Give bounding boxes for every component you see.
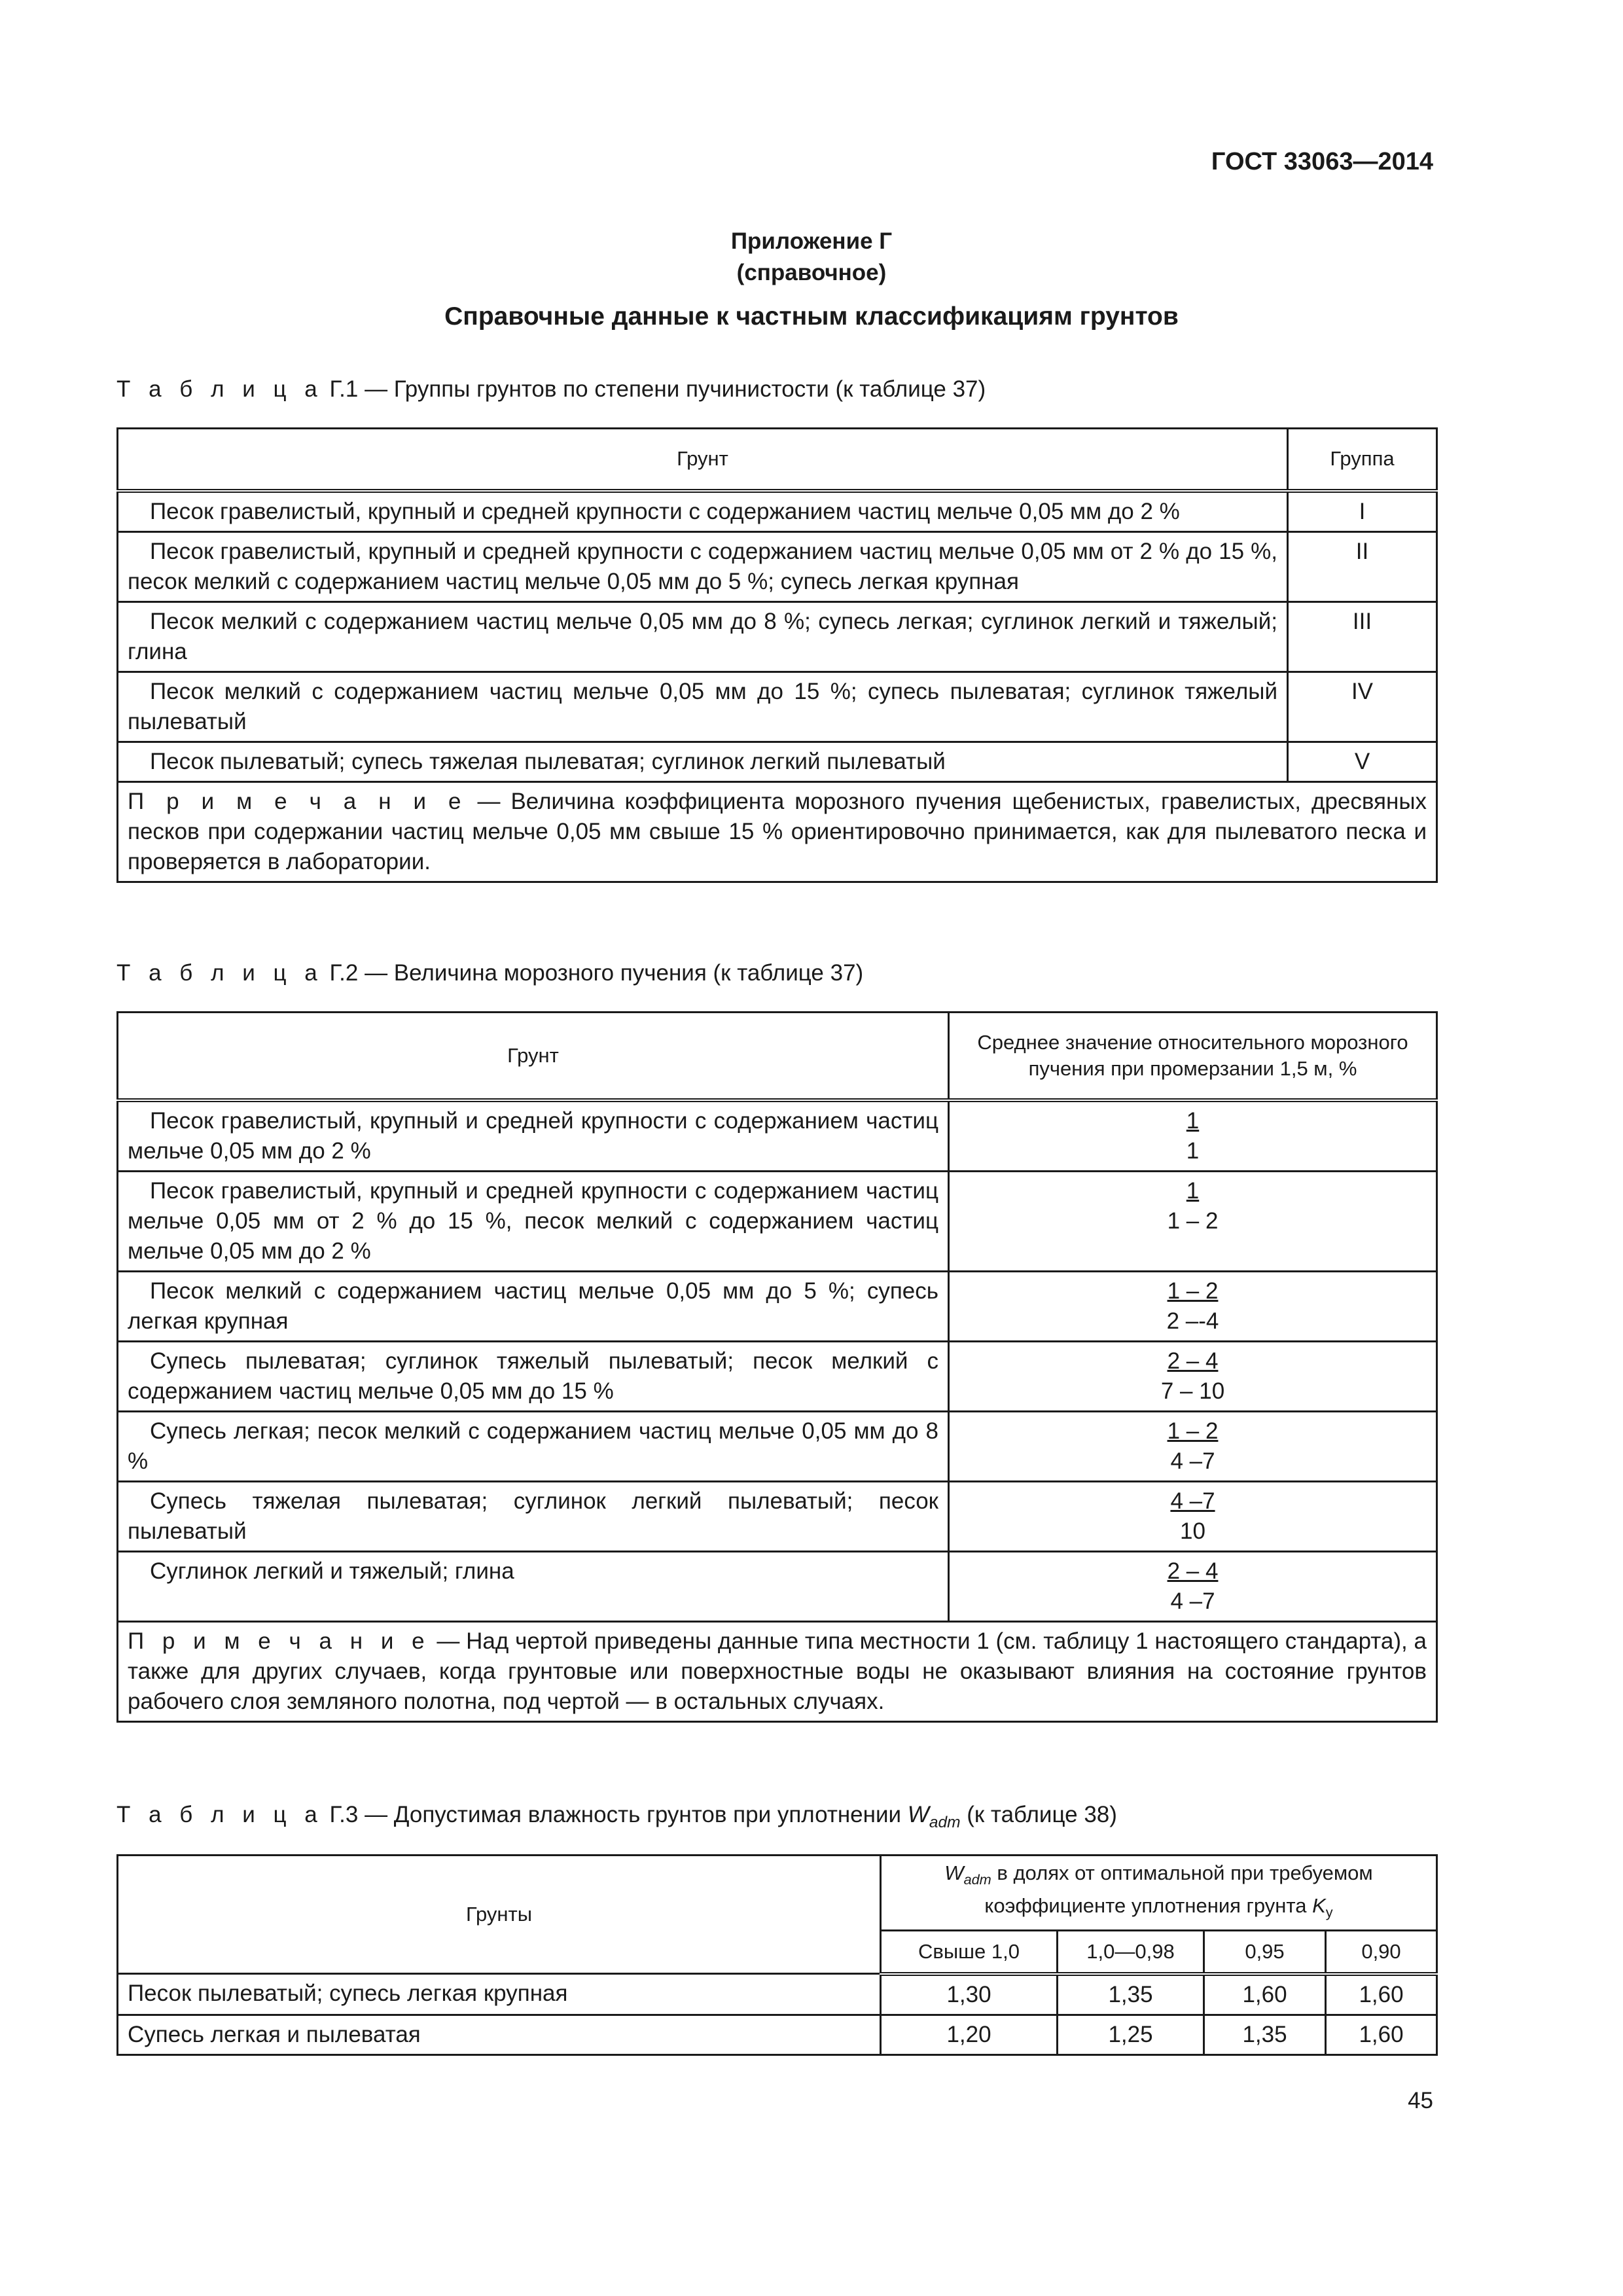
table2-note — [118, 1621, 1437, 1721]
table3-col: 0,90 — [1326, 1931, 1437, 1974]
value-above-line: 1 – 2 — [1167, 1418, 1219, 1444]
table1-soil: Песок пылеватый; супесь тяжелая пылеватая; суглинок легкий пылеватый — [118, 742, 1288, 781]
table3-soil: Супесь легкая и пылеватая — [118, 2015, 881, 2054]
table-row — [118, 531, 1437, 601]
table2-note-text: — Над чертой приведены данные типа местности 1 (см. таблицу 1 настоящего стандарта), а также для других случаев, когда грунтовые или поверхностные воды не оказывают влияния на состояние грунтов рабочего слоя земляного полотна, под чертой — в остальных случаях. — [128, 1628, 1427, 1714]
table3-value: 1,60 — [1326, 2015, 1437, 2054]
table1-caption — [116, 376, 986, 403]
value-above-line: 2 – 4 — [1167, 1348, 1219, 1374]
table3-header-group — [881, 1856, 1437, 1931]
table3 — [116, 1854, 1438, 2056]
appendix-type: (справочное) — [736, 260, 887, 285]
table-row — [118, 672, 1437, 742]
table3-value: 1,20 — [881, 2015, 1058, 2054]
table2-value — [949, 1551, 1437, 1621]
value-above-line: 1 — [1186, 1177, 1200, 1204]
table2-value — [949, 1341, 1437, 1411]
table3-group-var: W — [944, 1861, 964, 1884]
table2-value — [949, 1171, 1437, 1271]
table-row — [118, 491, 1437, 532]
page-number: 45 — [1408, 2088, 1433, 2113]
table3-value: 1,60 — [1326, 1974, 1437, 2015]
value-above-line: 4 –7 — [1170, 1488, 1215, 1514]
table-row — [118, 1271, 1437, 1341]
value-below-line: 4 –7 — [1170, 1588, 1215, 1614]
table3-group-text: в долях от оптимальной при требуемом коэффициенте уплотнения грунта — [984, 1861, 1373, 1918]
table1-group: II — [1288, 531, 1437, 601]
table2-note-row — [118, 1621, 1437, 1721]
value-below-line: 10 — [1180, 1518, 1205, 1544]
appendix-label: Приложение Г — [730, 228, 893, 254]
table2-header-value: Среднее значение относительного морозного пучения при промерзании 1,5 м, % — [949, 1013, 1437, 1100]
table3-group-var2: K — [1312, 1894, 1326, 1918]
table1-note — [118, 781, 1437, 882]
table3-caption-var: W — [907, 1802, 929, 1827]
table3-value: 1,35 — [1204, 2015, 1326, 2054]
table2-value — [949, 1411, 1437, 1481]
table3-col: 0,95 — [1204, 1931, 1326, 1974]
document-code: ГОСТ 33063—2014 — [1211, 148, 1433, 175]
table2-caption-text: Г.2 — Величина морозного пучения (к таблице 37) — [329, 960, 864, 986]
table3-caption — [116, 1802, 1117, 1832]
table2-soil: Песок гравелистый, крупный и средней крупности с содержанием частиц мельче 0,05 мм до 2 % — [118, 1100, 949, 1172]
table2-caption — [116, 960, 863, 986]
table1-soil: Песок гравелистый, крупный и средней крупности с содержанием частиц мельче 0,05 мм от 2 % до 15 %, песок мелкий с содержанием частиц мельче 0,05 мм до 5 %; супесь легкая крупная — [118, 531, 1288, 601]
table3-value: 1,25 — [1058, 2015, 1204, 2054]
table1-group: V — [1288, 742, 1437, 781]
value-below-line: 2 –-4 — [1166, 1308, 1219, 1334]
table1-note-text: — Величина коэффициента морозного пучения щебенистых, гравелистых, дресвяных песков при содержании частиц мельче 0,05 мм свыше 15 % ориентировочно принимается, как для пылеватого песка и проверяется в лаборатории. — [128, 788, 1427, 874]
table2-prefix: Т а б л и ц а — [116, 960, 323, 986]
table3-value: 1,30 — [881, 1974, 1058, 2015]
value-above-line: 1 – 2 — [1167, 1278, 1219, 1304]
table3-value: 1,60 — [1204, 1974, 1326, 2015]
table2-value — [949, 1100, 1437, 1172]
table2-soil: Супесь пылеватая; суглинок тяжелый пылеватый; песок мелкий с содержанием частиц мельче 0,05 мм до 15 % — [118, 1341, 949, 1411]
table3-group-sub2: y — [1325, 1904, 1333, 1921]
appendix-heading: Справочные данные к частным классификациям грунтов — [444, 302, 1179, 331]
table2-soil: Песок мелкий с содержанием частиц мельче 0,05 мм до 5 %; супесь легкая крупная — [118, 1271, 949, 1341]
table3-header-soils: Грунты — [118, 1856, 881, 1974]
table2-soil: Супесь тяжелая пылеватая; суглинок легкий пылеватый; песок пылеватый — [118, 1481, 949, 1551]
table3-prefix: Т а б л и ц а — [116, 1802, 323, 1827]
table1-prefix: Т а б л и ц а — [116, 376, 323, 402]
table3-col: 1,0—0,98 — [1058, 1931, 1204, 1974]
table-row — [118, 1481, 1437, 1551]
value-below-line: 7 – 10 — [1160, 1378, 1225, 1404]
table2 — [116, 1011, 1438, 1723]
table3-caption-end: (к таблице 38) — [960, 1802, 1117, 1827]
table3-col: Свыше 1,0 — [881, 1931, 1058, 1974]
appendix-title — [0, 226, 1623, 289]
table1-group: IV — [1288, 672, 1437, 742]
table1-group: I — [1288, 491, 1437, 532]
table1-soil: Песок мелкий с содержанием частиц мельче 0,05 мм до 15 %; супесь пылеватая; суглинок тяжелый пылеватый — [118, 672, 1288, 742]
table2-value — [949, 1481, 1437, 1551]
table-row — [118, 1551, 1437, 1621]
table3-caption-sub: adm — [929, 1814, 961, 1831]
value-below-line: 4 –7 — [1170, 1448, 1215, 1474]
table3-soil: Песок пылеватый; супесь легкая крупная — [118, 1974, 881, 2015]
table1 — [116, 427, 1438, 883]
table-row — [118, 742, 1437, 781]
value-above-line: 1 — [1186, 1107, 1200, 1134]
value-below-line: 1 – 2 — [1167, 1208, 1219, 1234]
table-row — [118, 1100, 1437, 1172]
table2-value — [949, 1271, 1437, 1341]
table3-group-sub: adm — [963, 1871, 991, 1888]
table2-soil: Супесь легкая; песок мелкий с содержанием частиц мельче 0,05 мм до 8 % — [118, 1411, 949, 1481]
table2-note-prefix: П р и м е ч а н и е — [128, 1628, 431, 1654]
table-row — [118, 2015, 1437, 2054]
table-row — [118, 1974, 1437, 2015]
table-row — [118, 1171, 1437, 1271]
table1-soil: Песок гравелистый, крупный и средней крупности с содержанием частиц мельче 0,05 мм до 2 % — [118, 491, 1288, 532]
table1-soil: Песок мелкий с содержанием частиц мельче 0,05 мм до 8 %; супесь легкая; суглинок легкий и тяжелый; глина — [118, 601, 1288, 672]
table-row — [118, 1341, 1437, 1411]
table1-header-group: Группа — [1288, 429, 1437, 491]
table1-note-prefix: П р и м е ч а н и е — [128, 788, 467, 814]
table-row — [118, 601, 1437, 672]
table1-caption-text: Г.1 — Группы грунтов по степени пучинистости (к таблице 37) — [329, 376, 986, 402]
table-row — [118, 1411, 1437, 1481]
table3-caption-start: Г.3 — Допустимая влажность грунтов при уплотнении — [329, 1802, 908, 1827]
table2-soil: Суглинок легкий и тяжелый; глина — [118, 1551, 949, 1621]
table1-note-row — [118, 781, 1437, 882]
table2-header-soil: Грунт — [118, 1013, 949, 1100]
table3-value: 1,35 — [1058, 1974, 1204, 2015]
table1-group: III — [1288, 601, 1437, 672]
value-above-line: 2 – 4 — [1167, 1558, 1219, 1584]
table1-header-soil: Грунт — [118, 429, 1288, 491]
value-below-line: 1 — [1186, 1138, 1200, 1164]
table2-soil: Песок гравелистый, крупный и средней крупности с содержанием частиц мельче 0,05 мм от 2 % до 15 %, песок мелкий с содержанием частиц мельче 0,05 мм до 2 % — [118, 1171, 949, 1271]
table3-caption-text — [329, 1802, 1117, 1831]
